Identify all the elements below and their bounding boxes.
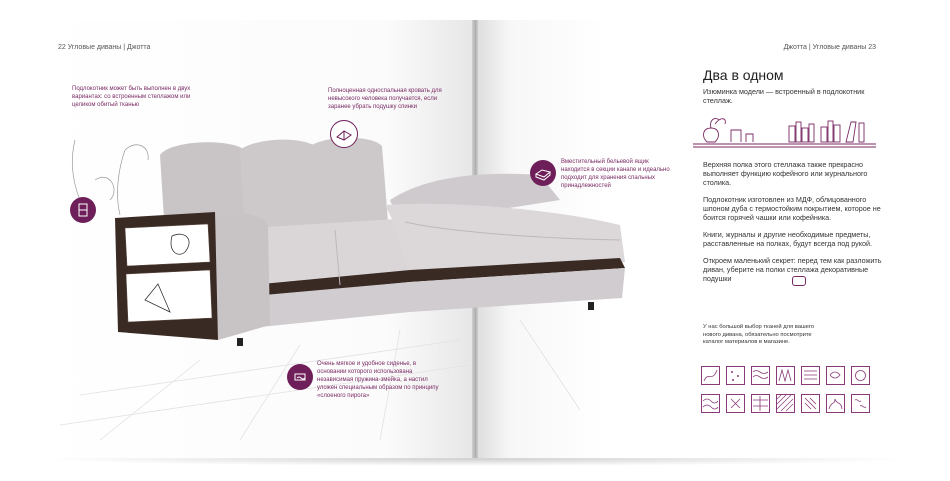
armrest-shelf-icon	[70, 197, 96, 223]
note-seat: Очень мягкое и удобное сиденье, в основании которого использована независимая пружина-змейка, а настил уложен специальным образом по принципу «слоеного пирога»	[317, 361, 439, 399]
fabric-note: У нас большой выбор тканей для вашего нового дивана, обязательно посмотрите каталог материалов в магазине.	[703, 324, 815, 346]
paragraph-2: Подлокотник изготовлен из МДФ, облицованного шпоном дуба с термостойким покрытием, которое не боится горячей чашки или кофейника.	[703, 195, 881, 223]
folding-bed-icon	[330, 120, 358, 148]
right-page-header: Джотта | Угловые диваны 23	[783, 44, 876, 51]
note-bed: Полноценная односпальная кровать для невысокого человека получается, если заранее убрать подушку спинки	[328, 88, 442, 110]
paragraph-1: Верхняя полка этого стеллажа также прекрасно выполняет функцию кофейного или журнального столика.	[703, 160, 868, 188]
left-page-header: 22 Угловые диваны | Джотта	[58, 44, 151, 51]
spring-seat-icon	[287, 364, 313, 390]
paragraph-4: Откроем маленький секрет: перед тем как разложить диван, уберите на полки стеллажа декоративные подушки	[703, 256, 882, 284]
paragraph-3: Книги, журналы и другие необходимые предметы, расставленные на полках, будут всегда под рукой.	[703, 230, 872, 249]
note-storage: Вместительный бельевой ящик находится в секции канапе и идеально подходит для хранения спальных принадлежностей	[561, 159, 670, 189]
intro-text: Изюминка модели — встроенный в подлокотник стеллаж.	[703, 87, 865, 106]
note-armrest: Подлокотник может быть выполнен в двух вариантах: со встроенным стеллажом или целиком обитый тканью	[72, 86, 191, 108]
page-title: Два в одном	[703, 67, 784, 83]
storage-box-icon	[530, 160, 556, 186]
